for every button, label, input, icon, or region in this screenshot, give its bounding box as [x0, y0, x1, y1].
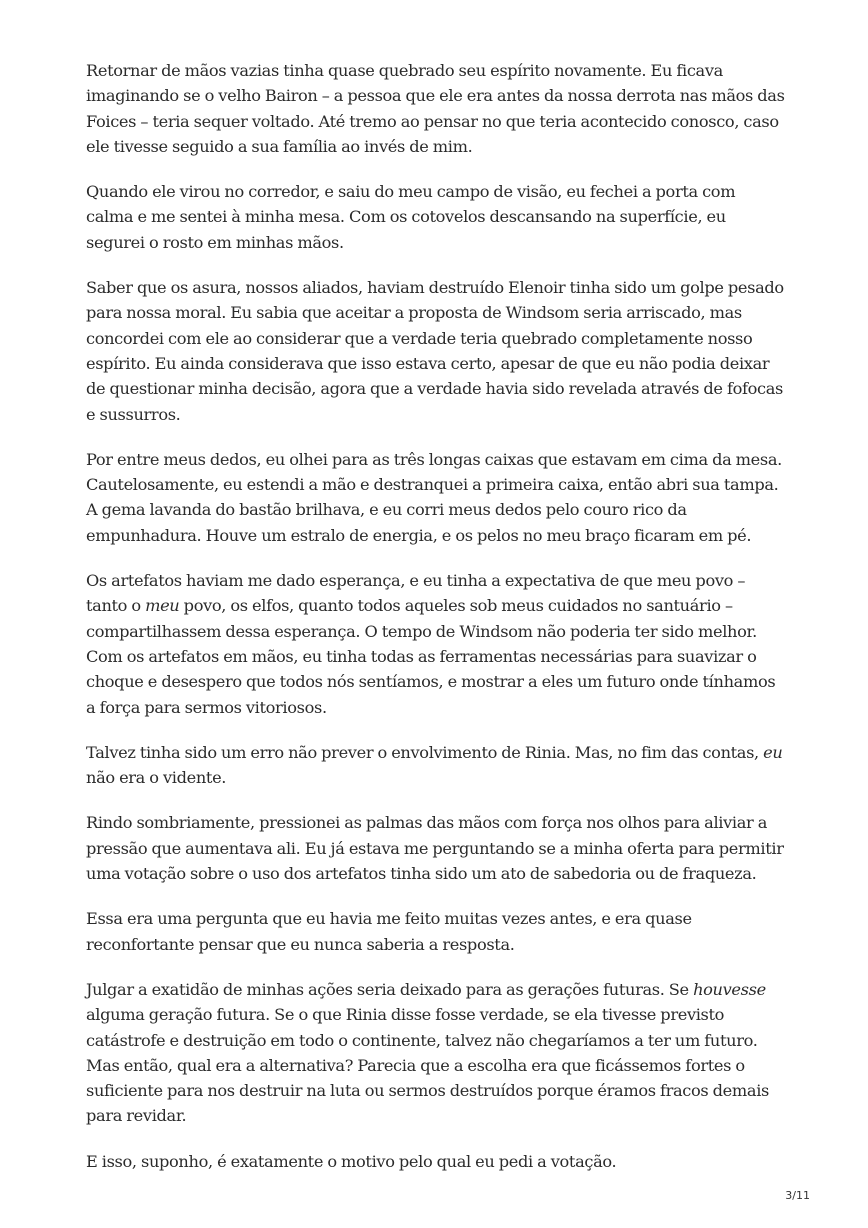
paragraph-text: não era o vidente.	[86, 768, 227, 788]
paragraph-2	[86, 179, 786, 255]
paragraph-10	[86, 1149, 786, 1174]
paragraph-text: Essa era uma pergunta que eu havia me feito muitas vezes antes, e era quase reconfortante pensar que eu nunca saberia a resposta.	[86, 909, 692, 954]
paragraph-text: Por entre meus dedos, eu olhei para as três longas caixas que estavam em cima da mesa. Cautelosamente, eu estendi a mão e destranquei a primeira caixa, então abri sua tampa. A gema lavanda do bastão brilhava, e eu corri meus dedos pelo couro rico da empunhadura. Houve um estralo de energia, e os pelos no meu braço ficaram em pé.	[86, 449, 782, 545]
paragraph-text: Os artefatos haviam me dado esperança, e eu tinha a expectativa de que meu povo – tanto o	[86, 571, 746, 616]
paragraph-9	[86, 977, 786, 1129]
paragraph-text: Rindo sombriamente, pressionei as palmas das mãos com força nos olhos para aliviar a pressão que aumentava ali. Eu já estava me perguntando se a minha oferta para permitir uma votação sobre o uso dos artefatos tinha sido um ato de sabedoria ou de fraqueza.	[86, 813, 784, 884]
paragraph-text: Talvez tinha sido um erro não prever o envolvimento de Rinia. Mas, no fim das contas,	[86, 742, 764, 762]
paragraph-text: Retornar de mãos vazias tinha quase quebrado seu espírito novamente. Eu ficava imaginando se o velho Bairon – a pessoa que ele era antes da nossa derrota nas mãos das Foices – teria sequer voltado. Até tremo ao pensar no que teria acontecido conosco, caso ele tivesse seguido a sua família ao invés de mim.	[86, 61, 785, 156]
document-body	[86, 58, 786, 1194]
paragraph-4	[86, 447, 786, 548]
paragraph-1	[86, 58, 786, 159]
paragraph-text: E isso, suponho, é exatamente o motivo pelo qual eu pedi a votação.	[86, 1151, 617, 1171]
paragraph-text: povo, os elfos, quanto todos aqueles sob meus cuidados no santuário – compartilhassem dessa esperança. O tempo de Windsom não poderia ter sido melhor. Com os artefatos em mãos, eu tinha todas as ferramentas necessárias para suavizar o choque e desespero que todos nós sentíamos, e mostrar a eles um futuro onde tínhamos a força para sermos vitoriosos.	[86, 596, 776, 717]
emphasis-text: eu	[763, 742, 783, 762]
paragraph-text: Saber que os asura, nossos aliados, haviam destruído Elenoir tinha sido um golpe pesado para nossa moral. Eu sabia que aceitar a proposta de Windsom seria arriscado, mas concordei com ele ao considerar que a verdade teria quebrado completamente nosso espírito. Eu ainda considerava que isso estava certo, apesar de que eu não podia deixar de questionar minha decisão, agora que a verdade havia sido revelada através de fofocas e sussurros.	[86, 278, 784, 424]
emphasis-text: meu	[145, 596, 180, 616]
paragraph-text: Quando ele virou no corredor, e saiu do meu campo de visão, eu fechei a porta com calma e me sentei à minha mesa. Com os cotovelos descansando na superfície, eu segurei o rosto em minhas mãos.	[86, 182, 736, 252]
paragraph-3	[86, 275, 786, 427]
paragraph-text: Julgar a exatidão de minhas ações seria deixado para as gerações futuras. Se	[86, 979, 694, 999]
paragraph-7	[86, 810, 786, 886]
paragraph-text: alguma geração futura. Se o que Rinia disse fosse verdade, se ela tivesse previsto catástrofe e destruição em todo o continente, talvez não chegaríamos a ter um futuro. Mas então, qual era a alternativa? Parecia que a escolha era que ficássemos fortes o suficiente para nos destruir na luta ou sermos destruídos porque éramos fracos demais para revidar.	[86, 1005, 769, 1126]
paragraph-6	[86, 740, 786, 791]
emphasis-text: houvesse	[693, 979, 766, 999]
paragraph-8	[86, 906, 786, 957]
page-number: 3/11	[785, 1189, 810, 1202]
paragraph-5	[86, 568, 786, 720]
